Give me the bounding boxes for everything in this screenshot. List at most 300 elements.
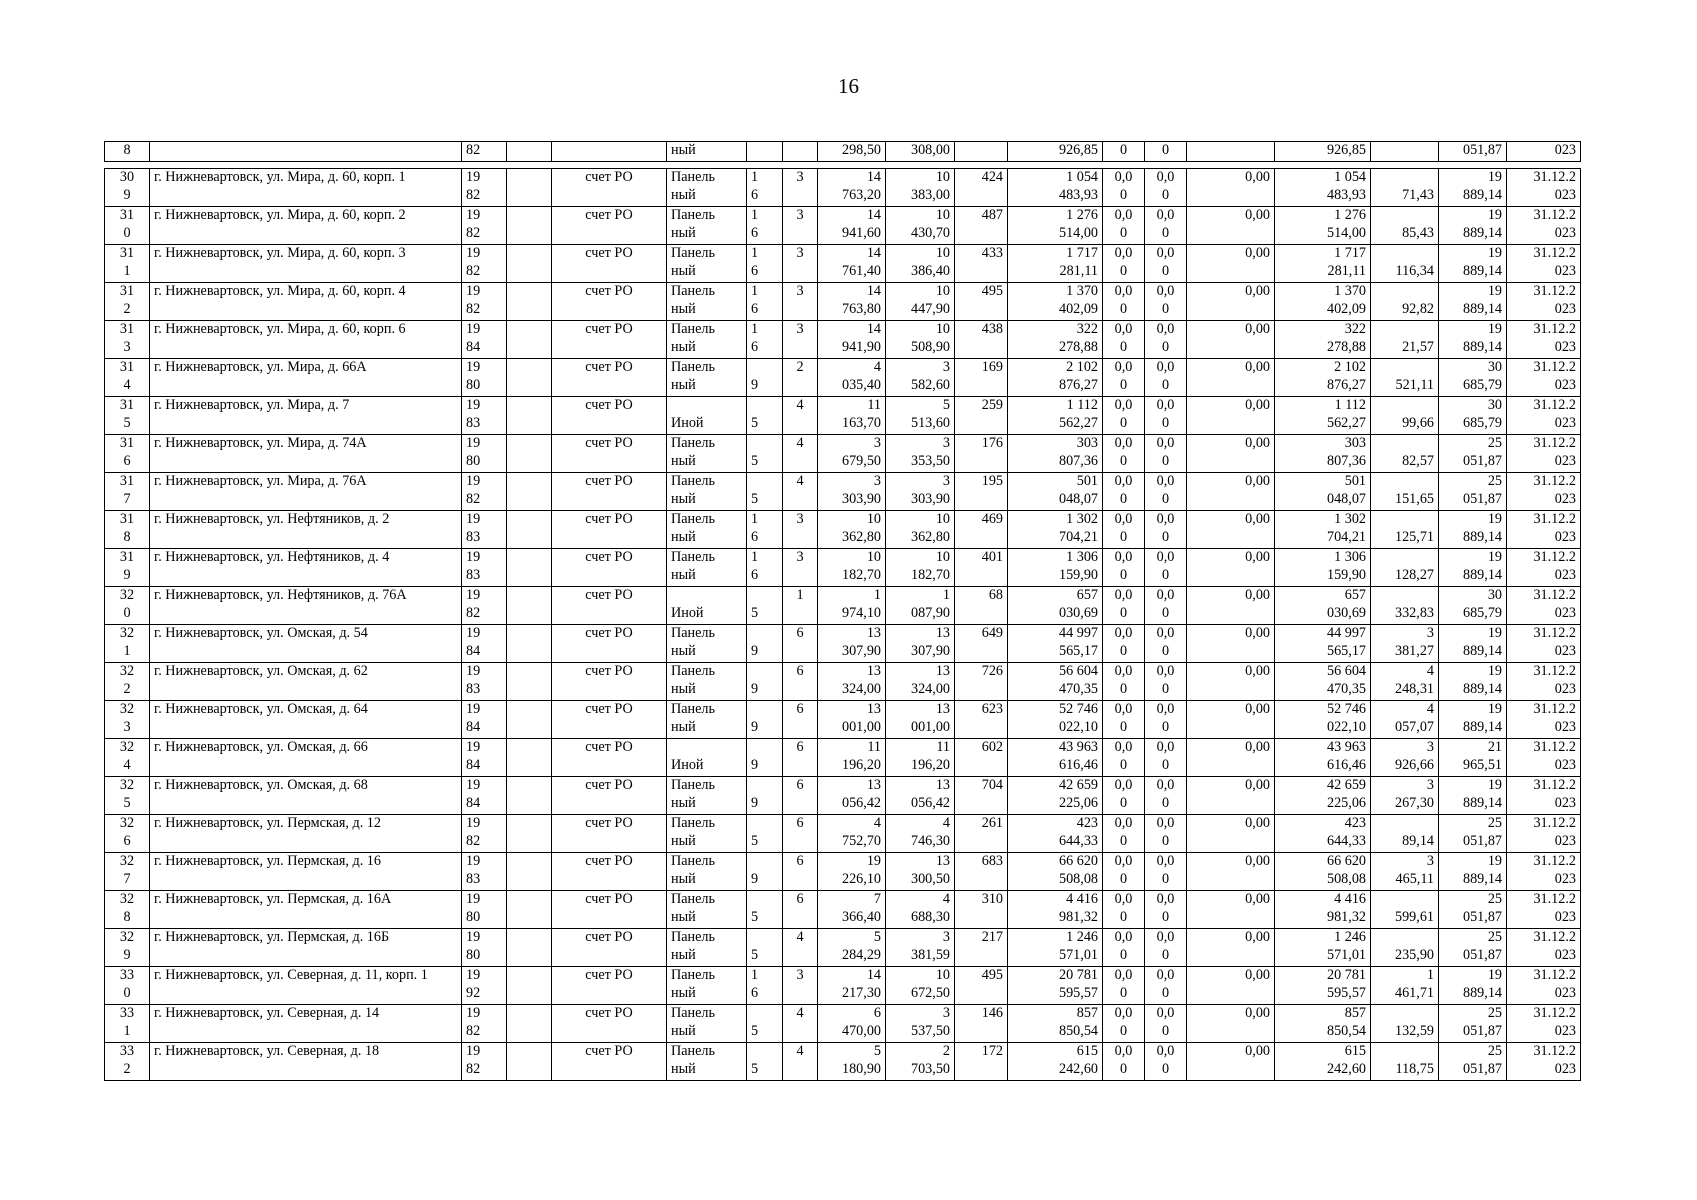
cell-line: 562,27 bbox=[1058, 414, 1098, 431]
address-cell bbox=[150, 891, 462, 929]
table-row bbox=[105, 891, 1581, 929]
cell-line: 469 bbox=[981, 511, 1003, 527]
cell-line: 023 bbox=[1554, 794, 1576, 811]
address-cell bbox=[150, 511, 462, 549]
table-cell bbox=[1187, 321, 1275, 359]
table-cell bbox=[818, 929, 886, 967]
cell-line: 807,36 bbox=[1326, 452, 1366, 469]
address-cell bbox=[150, 169, 462, 207]
table-cell bbox=[955, 245, 1008, 283]
cell-line: 82 bbox=[466, 300, 481, 317]
cell-line bbox=[1375, 169, 1434, 187]
address-cell bbox=[150, 435, 462, 473]
table-cell bbox=[1008, 1043, 1103, 1081]
cell-line: счет РО bbox=[585, 777, 633, 793]
cell-line: 0 bbox=[1119, 224, 1128, 241]
cell-line: 9 bbox=[751, 718, 759, 735]
table-cell bbox=[105, 283, 150, 321]
cell-line bbox=[751, 625, 778, 643]
table-cell bbox=[1507, 587, 1581, 625]
cell-line bbox=[671, 739, 742, 757]
table-cell bbox=[783, 815, 818, 853]
table-cell bbox=[1008, 359, 1103, 397]
table-cell bbox=[552, 663, 667, 701]
cell-line: 0 bbox=[1119, 490, 1128, 507]
cell-line: 030,69 bbox=[1326, 604, 1366, 621]
cell-line: 1 bbox=[751, 245, 759, 261]
cell-line: 19 bbox=[466, 359, 481, 375]
table-cell bbox=[1145, 359, 1187, 397]
table-cell bbox=[955, 207, 1008, 245]
page-number: 16 bbox=[838, 74, 859, 98]
cell-line: 023 bbox=[1554, 490, 1576, 507]
cell-line: 1 bbox=[1426, 967, 1434, 983]
table-cell bbox=[783, 435, 818, 473]
table-cell bbox=[955, 169, 1008, 207]
cell-line: 1 246 bbox=[1334, 929, 1366, 945]
table-cell bbox=[1275, 739, 1371, 777]
cell-line: 19 bbox=[466, 777, 481, 793]
cell-line: 19 bbox=[1487, 663, 1502, 679]
table-cell bbox=[507, 397, 552, 435]
table-cell bbox=[1145, 625, 1187, 663]
table-cell bbox=[1008, 511, 1103, 549]
table-cell bbox=[105, 549, 150, 587]
cell-line: 146 bbox=[981, 1005, 1003, 1021]
cell-line: 261 bbox=[981, 815, 1003, 831]
table-cell bbox=[886, 435, 955, 473]
cell-line: 19 bbox=[466, 169, 481, 185]
cell-line: ный bbox=[671, 642, 696, 659]
cell-line: 447,90 bbox=[910, 300, 950, 317]
table-cell bbox=[1145, 245, 1187, 283]
table-cell bbox=[1008, 777, 1103, 815]
cell-line: 195 bbox=[981, 473, 1003, 489]
table-cell bbox=[105, 663, 150, 701]
cell-line: 424 bbox=[981, 169, 1003, 185]
cell-line: 31.12.2 bbox=[1533, 853, 1576, 869]
table-cell bbox=[667, 663, 747, 701]
table-cell bbox=[1145, 511, 1187, 549]
table-cell bbox=[1103, 549, 1145, 587]
table-cell bbox=[886, 1005, 955, 1043]
cell-line: 19 bbox=[1487, 245, 1502, 261]
table-cell bbox=[747, 739, 783, 777]
table-cell bbox=[105, 245, 150, 283]
table-cell bbox=[462, 815, 507, 853]
cell-line: ный bbox=[671, 870, 696, 887]
table-cell bbox=[818, 511, 886, 549]
cell-line: 303 bbox=[1076, 435, 1098, 451]
cell-line: 56 604 bbox=[1058, 663, 1098, 679]
cell-line: 672,50 bbox=[910, 984, 950, 1001]
table-row bbox=[105, 777, 1581, 815]
cell-line: 1 112 bbox=[1066, 397, 1098, 413]
table-cell bbox=[1187, 169, 1275, 207]
cell-line bbox=[751, 853, 778, 871]
table-cell bbox=[886, 815, 955, 853]
address-cell bbox=[150, 359, 462, 397]
cell-line: 19 bbox=[1487, 169, 1502, 185]
cell-line: 508,08 bbox=[1058, 870, 1098, 887]
table-cell bbox=[818, 739, 886, 777]
cell-line: 21,57 bbox=[1402, 338, 1434, 355]
table-cell bbox=[1371, 663, 1439, 701]
cell-line: 32 bbox=[119, 815, 135, 831]
table-cell: 308,00 bbox=[886, 142, 955, 162]
cell-line: 19 bbox=[466, 891, 481, 907]
address-text: г. Нижневартовск, ул. Мира, д. 60, корп. 4 bbox=[154, 283, 406, 299]
cell-line: 0,00 bbox=[1245, 1005, 1270, 1021]
address-text: г. Нижневартовск, ул. Омская, д. 54 bbox=[154, 625, 368, 641]
cell-line bbox=[1375, 245, 1434, 263]
cell-line: счет РО bbox=[585, 739, 633, 755]
cell-line: 023 bbox=[1554, 528, 1576, 545]
cell-line: 217,30 bbox=[841, 984, 881, 1001]
address-text: г. Нижневартовск, ул. Пермская, д. 12 bbox=[154, 815, 381, 831]
cell-line: счет РО bbox=[585, 929, 633, 945]
table-cell bbox=[1507, 853, 1581, 891]
cell-line: 1 717 bbox=[1066, 245, 1098, 261]
table-cell bbox=[747, 321, 783, 359]
table-row bbox=[105, 587, 1581, 625]
table-cell bbox=[1187, 511, 1275, 549]
cell-line: 9 bbox=[123, 946, 131, 963]
table-cell bbox=[105, 929, 150, 967]
cell-line bbox=[751, 1043, 778, 1061]
cell-line: 0,0 bbox=[1156, 321, 1175, 337]
cell-line: 889,14 bbox=[1462, 262, 1502, 279]
cell-line: ный bbox=[671, 528, 696, 545]
cell-line: 11 bbox=[867, 739, 881, 755]
cell-line: ный bbox=[671, 908, 696, 925]
cell-line: 10 bbox=[866, 549, 881, 565]
cell-line: 14 bbox=[866, 245, 881, 261]
cell-line: ный bbox=[671, 300, 696, 317]
cell-line: 132,59 bbox=[1394, 1022, 1434, 1039]
cell-line: 023 bbox=[1554, 224, 1576, 241]
cell-line: 5 bbox=[873, 1043, 881, 1059]
cell-line: 0 bbox=[1161, 338, 1170, 355]
cell-line: 30 bbox=[1487, 359, 1502, 375]
cell-line: 30 bbox=[1487, 397, 1502, 413]
cell-line: 761,40 bbox=[841, 262, 881, 279]
table-cell bbox=[1145, 777, 1187, 815]
table-cell bbox=[1275, 815, 1371, 853]
cell-line: 023 bbox=[1554, 718, 1576, 735]
cell-line: 0,00 bbox=[1245, 1043, 1270, 1059]
table-cell bbox=[507, 321, 552, 359]
table-cell bbox=[1187, 283, 1275, 321]
table-cell bbox=[1507, 663, 1581, 701]
cell-line: 31.12.2 bbox=[1533, 663, 1576, 679]
table-cell bbox=[955, 929, 1008, 967]
table-cell bbox=[1371, 777, 1439, 815]
cell-line: 0 bbox=[1161, 680, 1170, 697]
cell-line: 13 bbox=[866, 663, 881, 679]
cell-line: 31 bbox=[119, 473, 135, 489]
cell-line: 1 370 bbox=[1334, 283, 1366, 299]
cell-line: Панель bbox=[671, 777, 715, 793]
table-cell bbox=[1275, 283, 1371, 321]
table-cell bbox=[507, 245, 552, 283]
cell-line: 19 bbox=[466, 1005, 481, 1021]
table-cell bbox=[105, 701, 150, 739]
cell-line: 0,0 bbox=[1114, 435, 1133, 451]
table-cell bbox=[1145, 549, 1187, 587]
address-text: г. Нижневартовск, ул. Мира, д. 60, корп. 1 bbox=[154, 169, 406, 185]
table-cell bbox=[818, 245, 886, 283]
table-cell bbox=[462, 929, 507, 967]
cell-line: 889,14 bbox=[1462, 528, 1502, 545]
cell-line: 225,06 bbox=[1326, 794, 1366, 811]
table-cell bbox=[1371, 359, 1439, 397]
cell-line: 83 bbox=[466, 870, 481, 887]
cell-line: 307,90 bbox=[910, 642, 950, 659]
table-cell bbox=[1275, 435, 1371, 473]
cell-line: Панель bbox=[671, 663, 715, 679]
address-cell bbox=[150, 1005, 462, 1043]
cell-line: 649 bbox=[981, 625, 1003, 641]
table-cell bbox=[747, 663, 783, 701]
table-cell bbox=[1103, 701, 1145, 739]
cell-line: 4 bbox=[873, 359, 881, 375]
table-cell bbox=[886, 1043, 955, 1081]
table-row bbox=[105, 663, 1581, 701]
table-cell bbox=[1275, 967, 1371, 1005]
table-cell bbox=[886, 207, 955, 245]
cell-line: 537,50 bbox=[910, 1022, 950, 1039]
cell-line: 0 bbox=[1161, 756, 1170, 773]
cell-line: 19 bbox=[466, 397, 481, 413]
cell-line bbox=[751, 815, 778, 833]
cell-line: 31.12.2 bbox=[1533, 1005, 1576, 1021]
address-cell bbox=[150, 663, 462, 701]
cell-line: 13 bbox=[935, 701, 950, 717]
table-cell bbox=[783, 739, 818, 777]
cell-line bbox=[671, 397, 742, 415]
cell-line: 32 bbox=[119, 587, 135, 603]
cell-line: 495 bbox=[981, 283, 1003, 299]
table-cell bbox=[886, 359, 955, 397]
table-cell bbox=[955, 142, 1008, 162]
table-cell bbox=[1507, 397, 1581, 435]
table-cell bbox=[1145, 701, 1187, 739]
table-cell bbox=[552, 587, 667, 625]
table-cell bbox=[1103, 473, 1145, 511]
cell-line: 599,61 bbox=[1394, 908, 1434, 925]
cell-line: счет РО bbox=[585, 397, 633, 413]
housing-register-table bbox=[104, 141, 1581, 1081]
cell-line: 602 bbox=[981, 739, 1003, 755]
cell-line: ный bbox=[671, 338, 696, 355]
cell-line: 0,00 bbox=[1245, 283, 1270, 299]
cell-line: 10 bbox=[935, 321, 950, 337]
cell-line: 571,01 bbox=[1058, 946, 1098, 963]
table-row bbox=[105, 815, 1581, 853]
cell-line: 0,00 bbox=[1245, 929, 1270, 945]
cell-line: 685,79 bbox=[1462, 376, 1502, 393]
address-cell bbox=[150, 321, 462, 359]
cell-line: 83 bbox=[466, 680, 481, 697]
cell-line: 056,42 bbox=[841, 794, 881, 811]
cell-line: 0,00 bbox=[1245, 891, 1270, 907]
cell-line: 322 bbox=[1344, 321, 1366, 337]
cell-line: 521,11 bbox=[1395, 376, 1434, 393]
table-cell bbox=[886, 777, 955, 815]
cell-line: 6 bbox=[796, 891, 804, 907]
cell-line: 6 bbox=[796, 739, 804, 755]
table-cell bbox=[667, 777, 747, 815]
cell-line: счет РО bbox=[585, 511, 633, 527]
table-cell bbox=[507, 283, 552, 321]
cell-line: 9 bbox=[751, 376, 759, 393]
table-cell bbox=[552, 321, 667, 359]
table-cell bbox=[1275, 929, 1371, 967]
cell-line: Панель bbox=[671, 929, 715, 945]
cell-line: 023 bbox=[1554, 642, 1576, 659]
cell-line: 322 bbox=[1076, 321, 1098, 337]
cell-line: 023 bbox=[1554, 566, 1576, 583]
cell-line: 430,70 bbox=[910, 224, 950, 241]
cell-line: 85,43 bbox=[1402, 224, 1434, 241]
cell-line: 0,00 bbox=[1245, 169, 1270, 185]
table-cell bbox=[1507, 283, 1581, 321]
cell-line: 3 bbox=[796, 511, 804, 527]
cell-line: 0,0 bbox=[1156, 1005, 1175, 1021]
table-cell bbox=[1507, 625, 1581, 663]
table-cell bbox=[1507, 321, 1581, 359]
address-text: г. Нижневартовск, ул. Нефтяников, д. 4 bbox=[154, 549, 390, 565]
cell-line: 31.12.2 bbox=[1533, 359, 1576, 375]
table-cell bbox=[1371, 1043, 1439, 1081]
cell-line: 2 102 bbox=[1334, 359, 1366, 375]
cell-line: 0 bbox=[1119, 1022, 1128, 1039]
cell-line: 19 bbox=[466, 207, 481, 223]
cell-line: 023 bbox=[1554, 908, 1576, 925]
address-text: г. Нижневартовск, ул. Северная, д. 18 bbox=[154, 1043, 380, 1059]
cell-line: 10 bbox=[935, 207, 950, 223]
cell-line: 80 bbox=[466, 376, 481, 393]
table-cell bbox=[1275, 207, 1371, 245]
table-cell bbox=[1439, 891, 1507, 929]
cell-line: 13 bbox=[935, 777, 950, 793]
cell-line: 99,66 bbox=[1402, 414, 1434, 431]
table-cell bbox=[552, 473, 667, 511]
cell-line: 4 bbox=[796, 473, 804, 489]
cell-line: 0 bbox=[1161, 642, 1170, 659]
table-cell bbox=[818, 283, 886, 321]
cell-line: 565,17 bbox=[1058, 642, 1098, 659]
cell-line: ный bbox=[671, 490, 696, 507]
table-row bbox=[105, 853, 1581, 891]
table-cell bbox=[1439, 473, 1507, 511]
cell-line: 14 bbox=[866, 207, 881, 223]
table-cell bbox=[1371, 815, 1439, 853]
cell-line: 82 bbox=[466, 1022, 481, 1039]
cell-line bbox=[1375, 929, 1434, 947]
cell-line bbox=[1375, 359, 1434, 377]
cell-line: 704,21 bbox=[1326, 528, 1366, 545]
table-cell bbox=[552, 815, 667, 853]
cell-line: Панель bbox=[671, 245, 715, 261]
table-cell bbox=[955, 625, 1008, 663]
cell-line: счет РО bbox=[585, 207, 633, 223]
cell-line: 82 bbox=[466, 832, 481, 849]
cell-line: 1 302 bbox=[1334, 511, 1366, 527]
cell-line: 0 bbox=[1161, 946, 1170, 963]
cell-line: 31 bbox=[119, 283, 135, 299]
cell-line: 1 bbox=[942, 587, 950, 603]
cell-line: 82 bbox=[466, 186, 481, 203]
cell-line: 6 bbox=[751, 300, 759, 317]
cell-line: 386,40 bbox=[910, 262, 950, 279]
table-cell bbox=[1103, 625, 1145, 663]
cell-line: ный bbox=[671, 566, 696, 583]
table-row bbox=[105, 625, 1581, 663]
table-cell bbox=[1103, 397, 1145, 435]
cell-line: 19 bbox=[466, 473, 481, 489]
cell-line: 1 306 bbox=[1066, 549, 1098, 565]
cell-line: 25 bbox=[1487, 929, 1502, 945]
cell-line: Панель bbox=[671, 1043, 715, 1059]
cell-line: 0 bbox=[1119, 794, 1128, 811]
cell-line: 0,0 bbox=[1114, 891, 1133, 907]
table-cell bbox=[667, 739, 747, 777]
table-cell bbox=[1187, 549, 1275, 587]
table-cell bbox=[105, 1043, 150, 1081]
cell-line: Панель bbox=[671, 625, 715, 641]
cell-line: 1 054 bbox=[1066, 169, 1098, 185]
table-cell bbox=[1371, 511, 1439, 549]
cell-line: 0 bbox=[1119, 946, 1128, 963]
cell-line: 248,31 bbox=[1394, 680, 1434, 697]
cell-line: 281,11 bbox=[1327, 262, 1366, 279]
cell-line: 303,90 bbox=[910, 490, 950, 507]
cell-line: 180,90 bbox=[841, 1060, 881, 1077]
cell-line: 001,00 bbox=[910, 718, 950, 735]
cell-line: Иной bbox=[671, 756, 704, 773]
cell-line: 051,87 bbox=[1462, 832, 1502, 849]
cell-line: 0 bbox=[1161, 794, 1170, 811]
cell-line: 023 bbox=[1554, 946, 1576, 963]
table-cell: 0 bbox=[1103, 142, 1145, 162]
cell-line: 3 bbox=[123, 338, 131, 355]
cell-line: 80 bbox=[466, 946, 481, 963]
table-row bbox=[105, 511, 1581, 549]
cell-line: 0,0 bbox=[1114, 625, 1133, 641]
cell-line: 0,00 bbox=[1245, 777, 1270, 793]
table-cell bbox=[1275, 891, 1371, 929]
cell-line: 483,93 bbox=[1326, 186, 1366, 203]
cell-line: 83 bbox=[466, 566, 481, 583]
cell-line: 0 bbox=[1161, 908, 1170, 925]
cell-line: 0,0 bbox=[1114, 739, 1133, 755]
table-cell bbox=[507, 511, 552, 549]
table-cell bbox=[1187, 891, 1275, 929]
table-cell bbox=[886, 587, 955, 625]
cell-line: 5 bbox=[123, 794, 131, 811]
cell-line: 6 bbox=[123, 452, 131, 469]
cell-line: 616,46 bbox=[1326, 756, 1366, 773]
table-cell bbox=[462, 967, 507, 1005]
address-text: г. Нижневартовск, ул. Мира, д. 60, корп. 6 bbox=[154, 321, 406, 337]
cell-line: 31.12.2 bbox=[1533, 587, 1576, 603]
cell-line: 0,0 bbox=[1156, 777, 1175, 793]
cell-line: 33 bbox=[119, 1043, 135, 1059]
cell-line: счет РО bbox=[585, 967, 633, 983]
table-cell bbox=[667, 891, 747, 929]
